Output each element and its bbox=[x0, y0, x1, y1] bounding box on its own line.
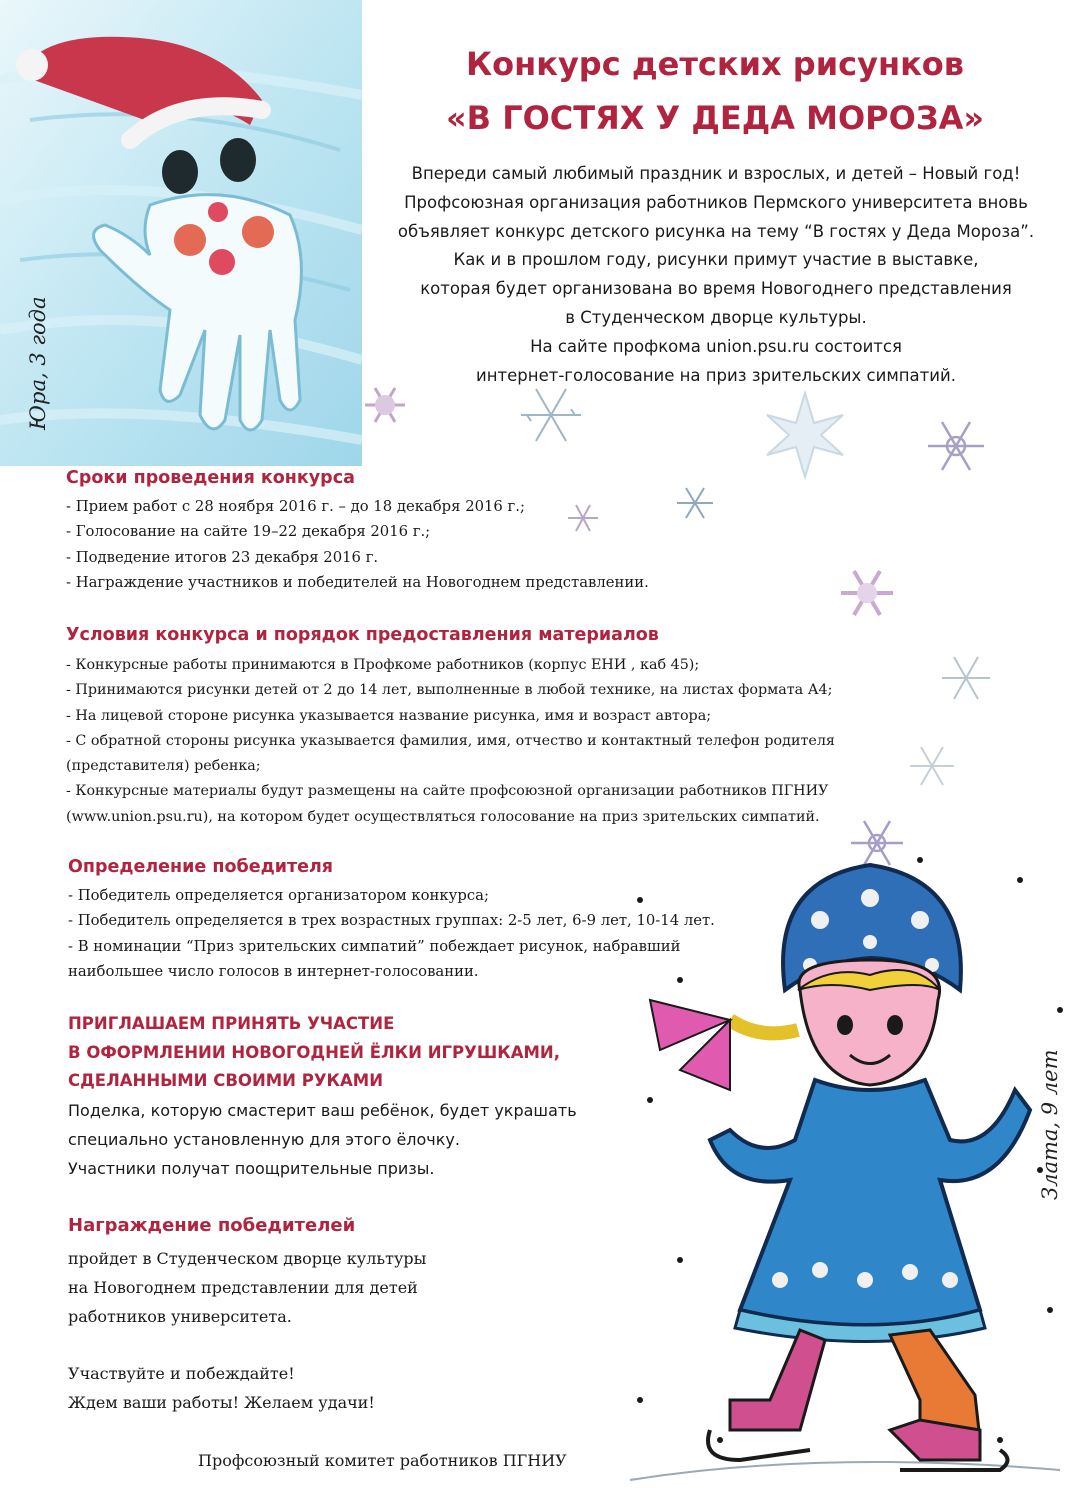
title-line-1: Конкурс детских рисунков bbox=[465, 45, 965, 83]
intro-line: в Студенческом дворце культуры. bbox=[565, 307, 867, 327]
list-item: - Прием работ с 28 ноября 2016 г. – до 18 декабря 2016 г.; bbox=[66, 498, 525, 515]
intro-line: которая будет организована во время Новогоднего представления bbox=[420, 279, 1012, 299]
deadlines-heading: Сроки проведения конкурса bbox=[66, 468, 355, 488]
conditions-list bbox=[66, 653, 835, 830]
snowflake-icon bbox=[906, 740, 958, 792]
list-item: - С обратной стороны рисунка указывается фамилия, имя, отчество и контактный телефон родителя bbox=[66, 732, 835, 749]
caption-bottom-right: Злата, 9 лет bbox=[1038, 1049, 1062, 1200]
drawing-hand-snowman bbox=[0, 0, 362, 466]
invite-heading-line: В ОФОРМЛЕНИИ НОВОГОДНЕЙ ЁЛКИ ИГРУШКАМИ, bbox=[68, 1042, 560, 1062]
legs-skates bbox=[708, 1330, 1008, 1470]
deadlines-list bbox=[66, 494, 649, 595]
intro-line: На сайте профкома union.psu.ru состоится bbox=[530, 336, 902, 356]
winner-heading: Определение победителя bbox=[68, 857, 334, 877]
braid-bow bbox=[650, 1000, 798, 1090]
invite-heading bbox=[68, 1010, 560, 1096]
list-item: - Победитель определяется организатором конкурса; bbox=[68, 887, 489, 904]
snowflake-icon bbox=[516, 380, 586, 450]
awards-body-line: на Новогоднем представлении для детей bbox=[68, 1278, 418, 1297]
intro-line: Профсоюзная организация работников Пермского университета вновь bbox=[404, 192, 1028, 212]
signature: Профсоюзный комитет работников ПГНИУ bbox=[198, 1451, 567, 1470]
list-item: - Голосование на сайте 19–22 декабря 2016 г.; bbox=[66, 523, 431, 541]
list-item: - В номинации “Приз зрительских симпатий” побеждает рисунок, набравший bbox=[68, 937, 681, 955]
snowflake-icon bbox=[674, 482, 716, 524]
invite-heading-line: СДЕЛАННЫМИ СВОИМИ РУКАМИ bbox=[68, 1071, 384, 1090]
list-item: - На лицевой стороне рисунка указывается название рисунка, имя и возраст автора; bbox=[66, 707, 712, 724]
coat bbox=[710, 1080, 1030, 1342]
invite-heading-line: ПРИГЛАШАЕМ ПРИНЯТЬ УЧАСТИЕ bbox=[68, 1014, 395, 1033]
snowflake-icon bbox=[938, 650, 994, 706]
snowflake-icon bbox=[760, 390, 850, 480]
list-item: (представителя) ребенка; bbox=[66, 758, 261, 775]
invite-body-line: специально установленную для этого ёлочку. bbox=[68, 1130, 460, 1149]
snowflake-icon bbox=[922, 412, 990, 480]
list-item: наибольшее число голосов в интернет-голосовании. bbox=[68, 962, 479, 980]
list-item: (www.union.psu.ru), на котором будет осуществляться голосование на приз зрительских симпатий. bbox=[66, 808, 820, 825]
awards-body-line: работников университета. bbox=[68, 1307, 292, 1326]
list-item: - Победитель определяется в трех возрастных группах: 2-5 лет, 6-9 лет, 10-14 лет. bbox=[68, 912, 715, 930]
awards-body bbox=[68, 1244, 426, 1331]
awards-body-line: пройдет в Студенческом дворце культуры bbox=[68, 1249, 427, 1268]
intro-line: объявляет конкурс детского рисунка на тему “В гостях у Деда Мороза”. bbox=[397, 221, 1035, 241]
face bbox=[798, 960, 940, 1085]
invite-body-line: Поделка, которую смастерит ваш ребёнок, будет украшать bbox=[68, 1101, 577, 1120]
awards-heading: Награждение победителей bbox=[68, 1215, 356, 1236]
list-item: - Конкурсные работы принимаются в Профкоме работников (корпус ЕНИ , каб 45); bbox=[66, 657, 700, 673]
invite-body-line: Участники получат поощрительные призы. bbox=[68, 1159, 435, 1178]
title-line-2: «В ГОСТЯХ У ДЕДА МОРОЗА» bbox=[445, 99, 984, 137]
snowflake-icon bbox=[360, 380, 410, 430]
snowflake-icon bbox=[836, 562, 898, 624]
closing bbox=[68, 1359, 375, 1417]
list-item: - Подведение итогов 23 декабря 2016 г. bbox=[66, 548, 379, 566]
intro-line: интернет-голосование на приз зрительских симпатий. bbox=[476, 365, 956, 385]
closing-line: Ждем ваши работы! Желаем удачи! bbox=[68, 1393, 375, 1412]
invite-body bbox=[68, 1096, 577, 1183]
intro-line: Как и в прошлом году, рисунки примут участие в выставке, bbox=[453, 250, 979, 270]
intro-paragraph bbox=[372, 160, 1060, 390]
closing-line: Участвуйте и побеждайте! bbox=[68, 1364, 295, 1383]
winner-list bbox=[68, 883, 715, 984]
conditions-heading: Условия конкурса и порядок предоставления материалов bbox=[66, 625, 659, 645]
list-item: - Конкурсные материалы будут размещены на сайте профсоюзной организации работников ПГНИУ bbox=[66, 783, 829, 800]
list-item: - Награждение участников и победителей на Новогоднем представлении. bbox=[66, 573, 649, 591]
caption-top-left: Юра, 3 года bbox=[26, 296, 50, 430]
list-item: - Принимаются рисунки детей от 2 до 14 лет, выполненные в любой технике, на листах формата А4; bbox=[66, 682, 833, 699]
intro-line: Впереди самый любимый праздник и взрослых, и детей – Новый год! bbox=[411, 164, 1021, 183]
